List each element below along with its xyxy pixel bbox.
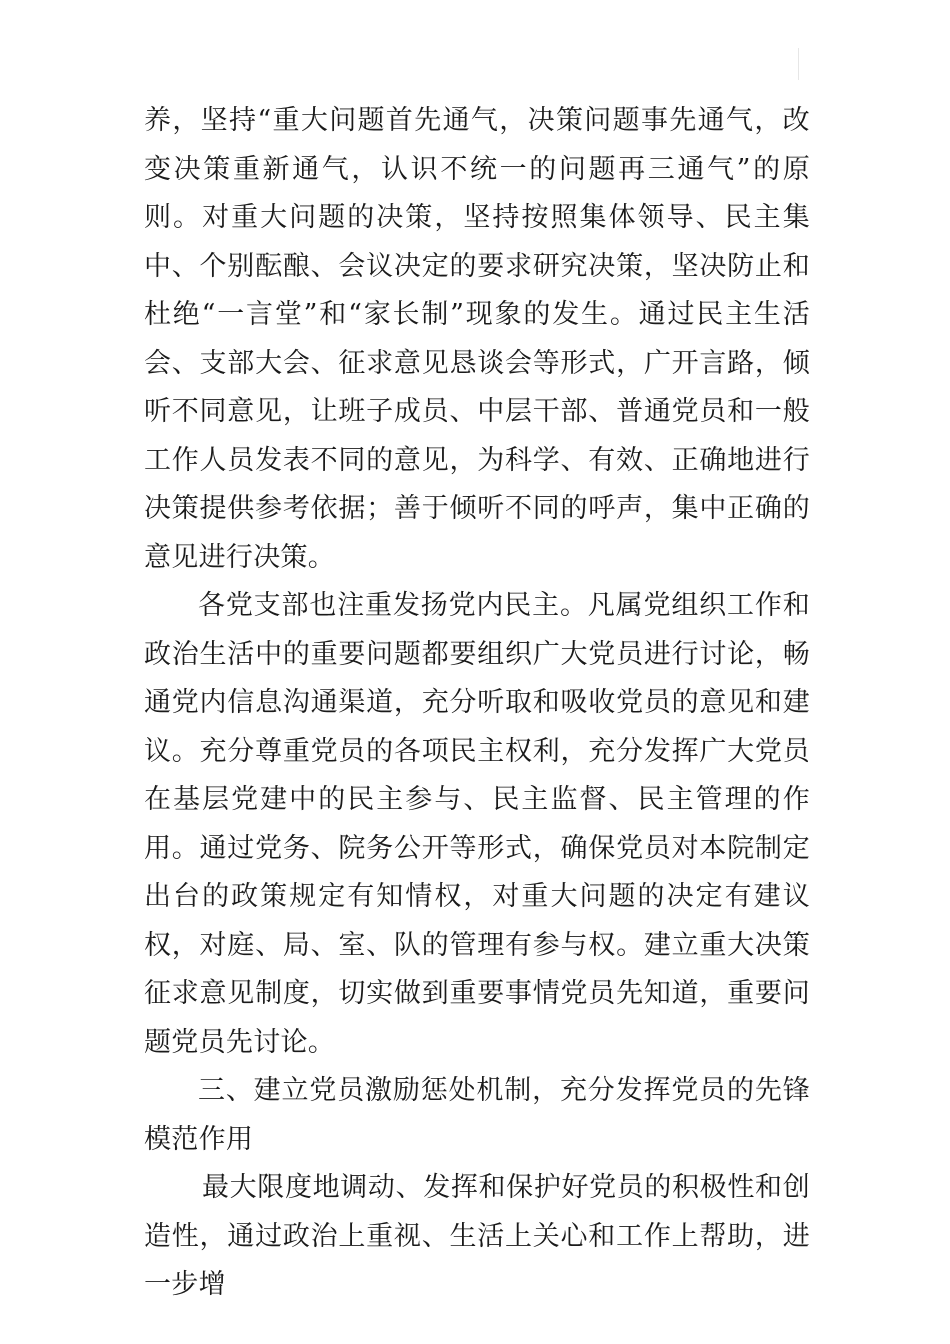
paragraph-4: 最大限度地调动、发挥和保护好党员的积极性和创造性，通过政治上重视、生活上关心和工作上帮助，进一步增 <box>144 1172 810 1300</box>
paragraph-2: 各党支部也注重发扬党内民主。凡属党组织工作和政治生活中的重要问题都要组织广大党员进行讨论，畅通党内信息沟通渠道，充分听取和吸收党员的意见和建议。充分尊重党员的各项民主权利，充分发挥广大党员在基层党建中的民主参与、民主监督、民主管理的作用。通过党务、院务公开等形式，确保党员对本院制定出台的政策规定有知情权，对重大问题的决定有建议权，对庭、局、室、队的管理有参与权。建立重大决策征求意见制度，切实做到重要事情党员先知道，重要问题党员先讨论。 <box>144 590 810 1058</box>
top-right-edge-mark <box>798 48 799 80</box>
document-body <box>144 97 810 1310</box>
section-heading-3: 三、建立党员激励惩处机制，充分发挥党员的先锋模范作用 <box>144 1075 810 1155</box>
paragraph-1: 养，坚持“重大问题首先通气，决策问题事先通气，改变决策重新通气，认识不统一的问题再三通气”的原则。对重大问题的决策，坚持按照集体领导、民主集中、个别酝酿、会议决定的要求研究决策，坚决防止和杜绝“一言堂”和“家长制”现象的发生。通过民主生活会、支部大会、征求意见恳谈会等形式，广开言路，倾听不同意见，让班子成员、中层干部、普通党员和一般工作人员发表不同的意见，为科学、有效、正确地进行决策提供参考依据；善于倾听不同的呼声，集中正确的意见进行决策。 <box>144 105 810 573</box>
